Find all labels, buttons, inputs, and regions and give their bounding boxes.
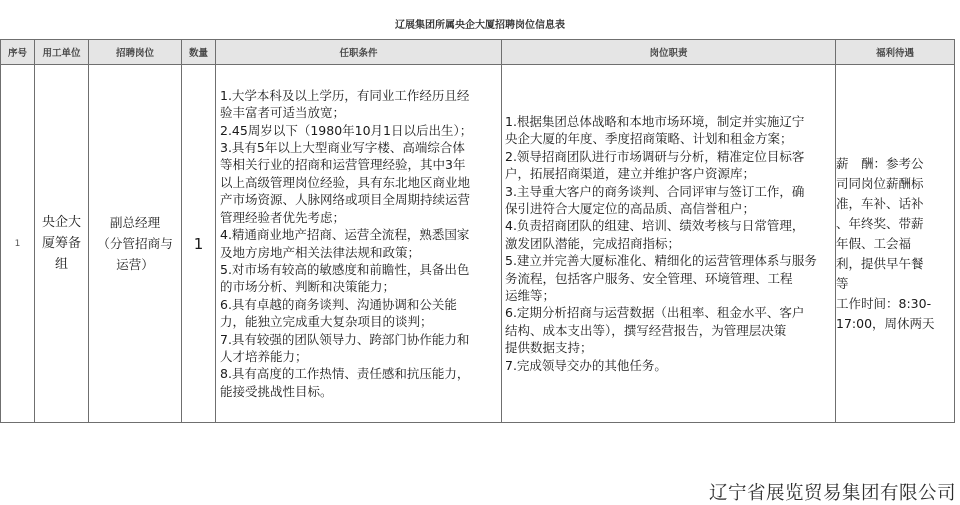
benefit-line: 薪 酬：参考公 [836, 155, 924, 171]
duty-line: 结构、成本支出等），撰写经营报告，为管理层决策 [505, 322, 787, 338]
cell-seq: 1 [1, 65, 35, 423]
duty-line: 3.主导重大客户的商务谈判、合同评审与签订工作，确 [505, 183, 805, 199]
requirement-line: 能接受挑战性目标。 [220, 383, 333, 399]
benefit-line: 准，车补、话补 [836, 195, 924, 211]
cell-requirements [216, 65, 502, 423]
document-title: 辽展集团所属央企大厦招聘岗位信息表 [395, 20, 565, 31]
position-line: 运营） [116, 257, 154, 272]
duties-list [502, 113, 835, 374]
header-position: 招聘岗位 [89, 40, 182, 65]
recruitment-table [0, 39, 955, 423]
requirement-line: 4.精通商业地产招商、运营全流程，熟悉国家 [220, 227, 470, 243]
header-requirements: 任职条件 [216, 40, 502, 65]
requirement-line: 1.大学本科及以上学历，有同业工作经历且经 [220, 87, 470, 103]
duty-line: 激发团队潜能，完成招商指标； [505, 235, 681, 251]
cell-position [89, 65, 182, 423]
department-line: 央企大 [41, 215, 81, 230]
duty-line: 4.负责招商团队的组建、培训、绩效考核与日常管理， [505, 218, 805, 234]
benefit-line: 利，提供早午餐 [836, 255, 924, 271]
requirement-line: 验丰富者可适当放宽； [220, 105, 346, 121]
benefit-line: 司同岗位薪酬标 [836, 175, 924, 191]
benefit-line: 工作时间：8:30- [836, 295, 932, 311]
department-line: 厦筹备 [41, 236, 81, 251]
benefit-line: 等 [836, 275, 849, 291]
table-row [1, 65, 955, 423]
requirement-line: 3.具有5年以上大型商业写字楼、高端综合体 [220, 140, 465, 156]
header-benefits: 福利待遇 [836, 40, 955, 65]
requirement-line: 的市场分析、判断和决策能力； [220, 279, 396, 295]
department-line: 组 [54, 257, 68, 272]
header-duties: 岗位职责 [502, 40, 836, 65]
duty-line: 提供数据支持； [505, 340, 593, 356]
requirement-line: 人才培养能力； [220, 348, 308, 364]
requirement-line: 及地方房地产相关法律法规和政策； [220, 244, 421, 260]
cell-department [35, 65, 89, 423]
requirement-line: 力，能独立完成重大复杂项目的谈判； [220, 314, 433, 330]
position-line: （分管招商与 [97, 236, 173, 251]
cell-duties [502, 65, 836, 423]
duty-line: 户，拓展招商渠道，建立并维护客户资源库； [505, 166, 756, 182]
table-header-row [1, 40, 955, 65]
header-department: 用工单位 [35, 40, 89, 65]
duty-line: 2.领导招商团队进行市场调研与分析，精准定位目标客 [505, 148, 805, 164]
requirement-line: 管理经验者优先考虑； [220, 209, 346, 225]
requirement-line: 等相关行业的招商和运营管理经验，其中3年 [220, 157, 466, 173]
requirement-line: 6.具有卓越的商务谈判、沟通协调和公关能 [220, 296, 457, 312]
benefit-line: 年假、工会福 [836, 235, 912, 251]
benefit-line: 、年终奖、带薪 [836, 215, 924, 231]
requirement-line: 以上高级管理岗位经验，具有东北地区商业地 [220, 174, 471, 190]
requirements-list [216, 87, 501, 400]
duty-line: 务流程，包括客户服务、安全管理、环境管理、工程 [505, 270, 793, 286]
benefit-line: 17:00，周休两天 [836, 315, 935, 331]
requirement-line: 产市场资源、人脉网络或项目全周期持续运营 [220, 192, 471, 208]
header-count: 数量 [182, 40, 216, 65]
requirement-line: 2.45周岁以下（1980年10月1日以后出生）； [220, 122, 473, 138]
requirement-line: 8.具有高度的工作热情、责任感和抗压能力， [220, 366, 470, 382]
duty-line: 7.完成领导交办的其他任务。 [505, 357, 667, 373]
cell-count: 1 [182, 65, 216, 423]
requirement-line: 5.对市场有较高的敏感度和前瞻性，具备出色 [220, 261, 470, 277]
duty-line: 6.定期分析招商与运营数据（出租率、租金水平、客户 [505, 305, 805, 321]
duty-line: 1.根据集团总体战略和本地市场环境，制定并实施辽宁 [505, 113, 805, 129]
duty-line: 5.建立并完善大厦标准化、精细化的运营管理体系与服务 [505, 253, 817, 269]
company-name: 辽宁省展览贸易集团有限公司 [708, 483, 956, 504]
duty-line: 保引进符合大厦定位的高品质、高信誉租户； [505, 200, 756, 216]
cell-benefits [836, 65, 955, 423]
position-line: 副总经理 [109, 215, 161, 230]
requirement-line: 7.具有较强的团队领导力、跨部门协作能力和 [220, 331, 470, 347]
duty-line: 运维等； [505, 288, 556, 304]
header-seq: 序号 [1, 40, 35, 65]
duty-line: 央企大厦的年度、季度招商策略、计划和租金方案； [505, 131, 793, 147]
